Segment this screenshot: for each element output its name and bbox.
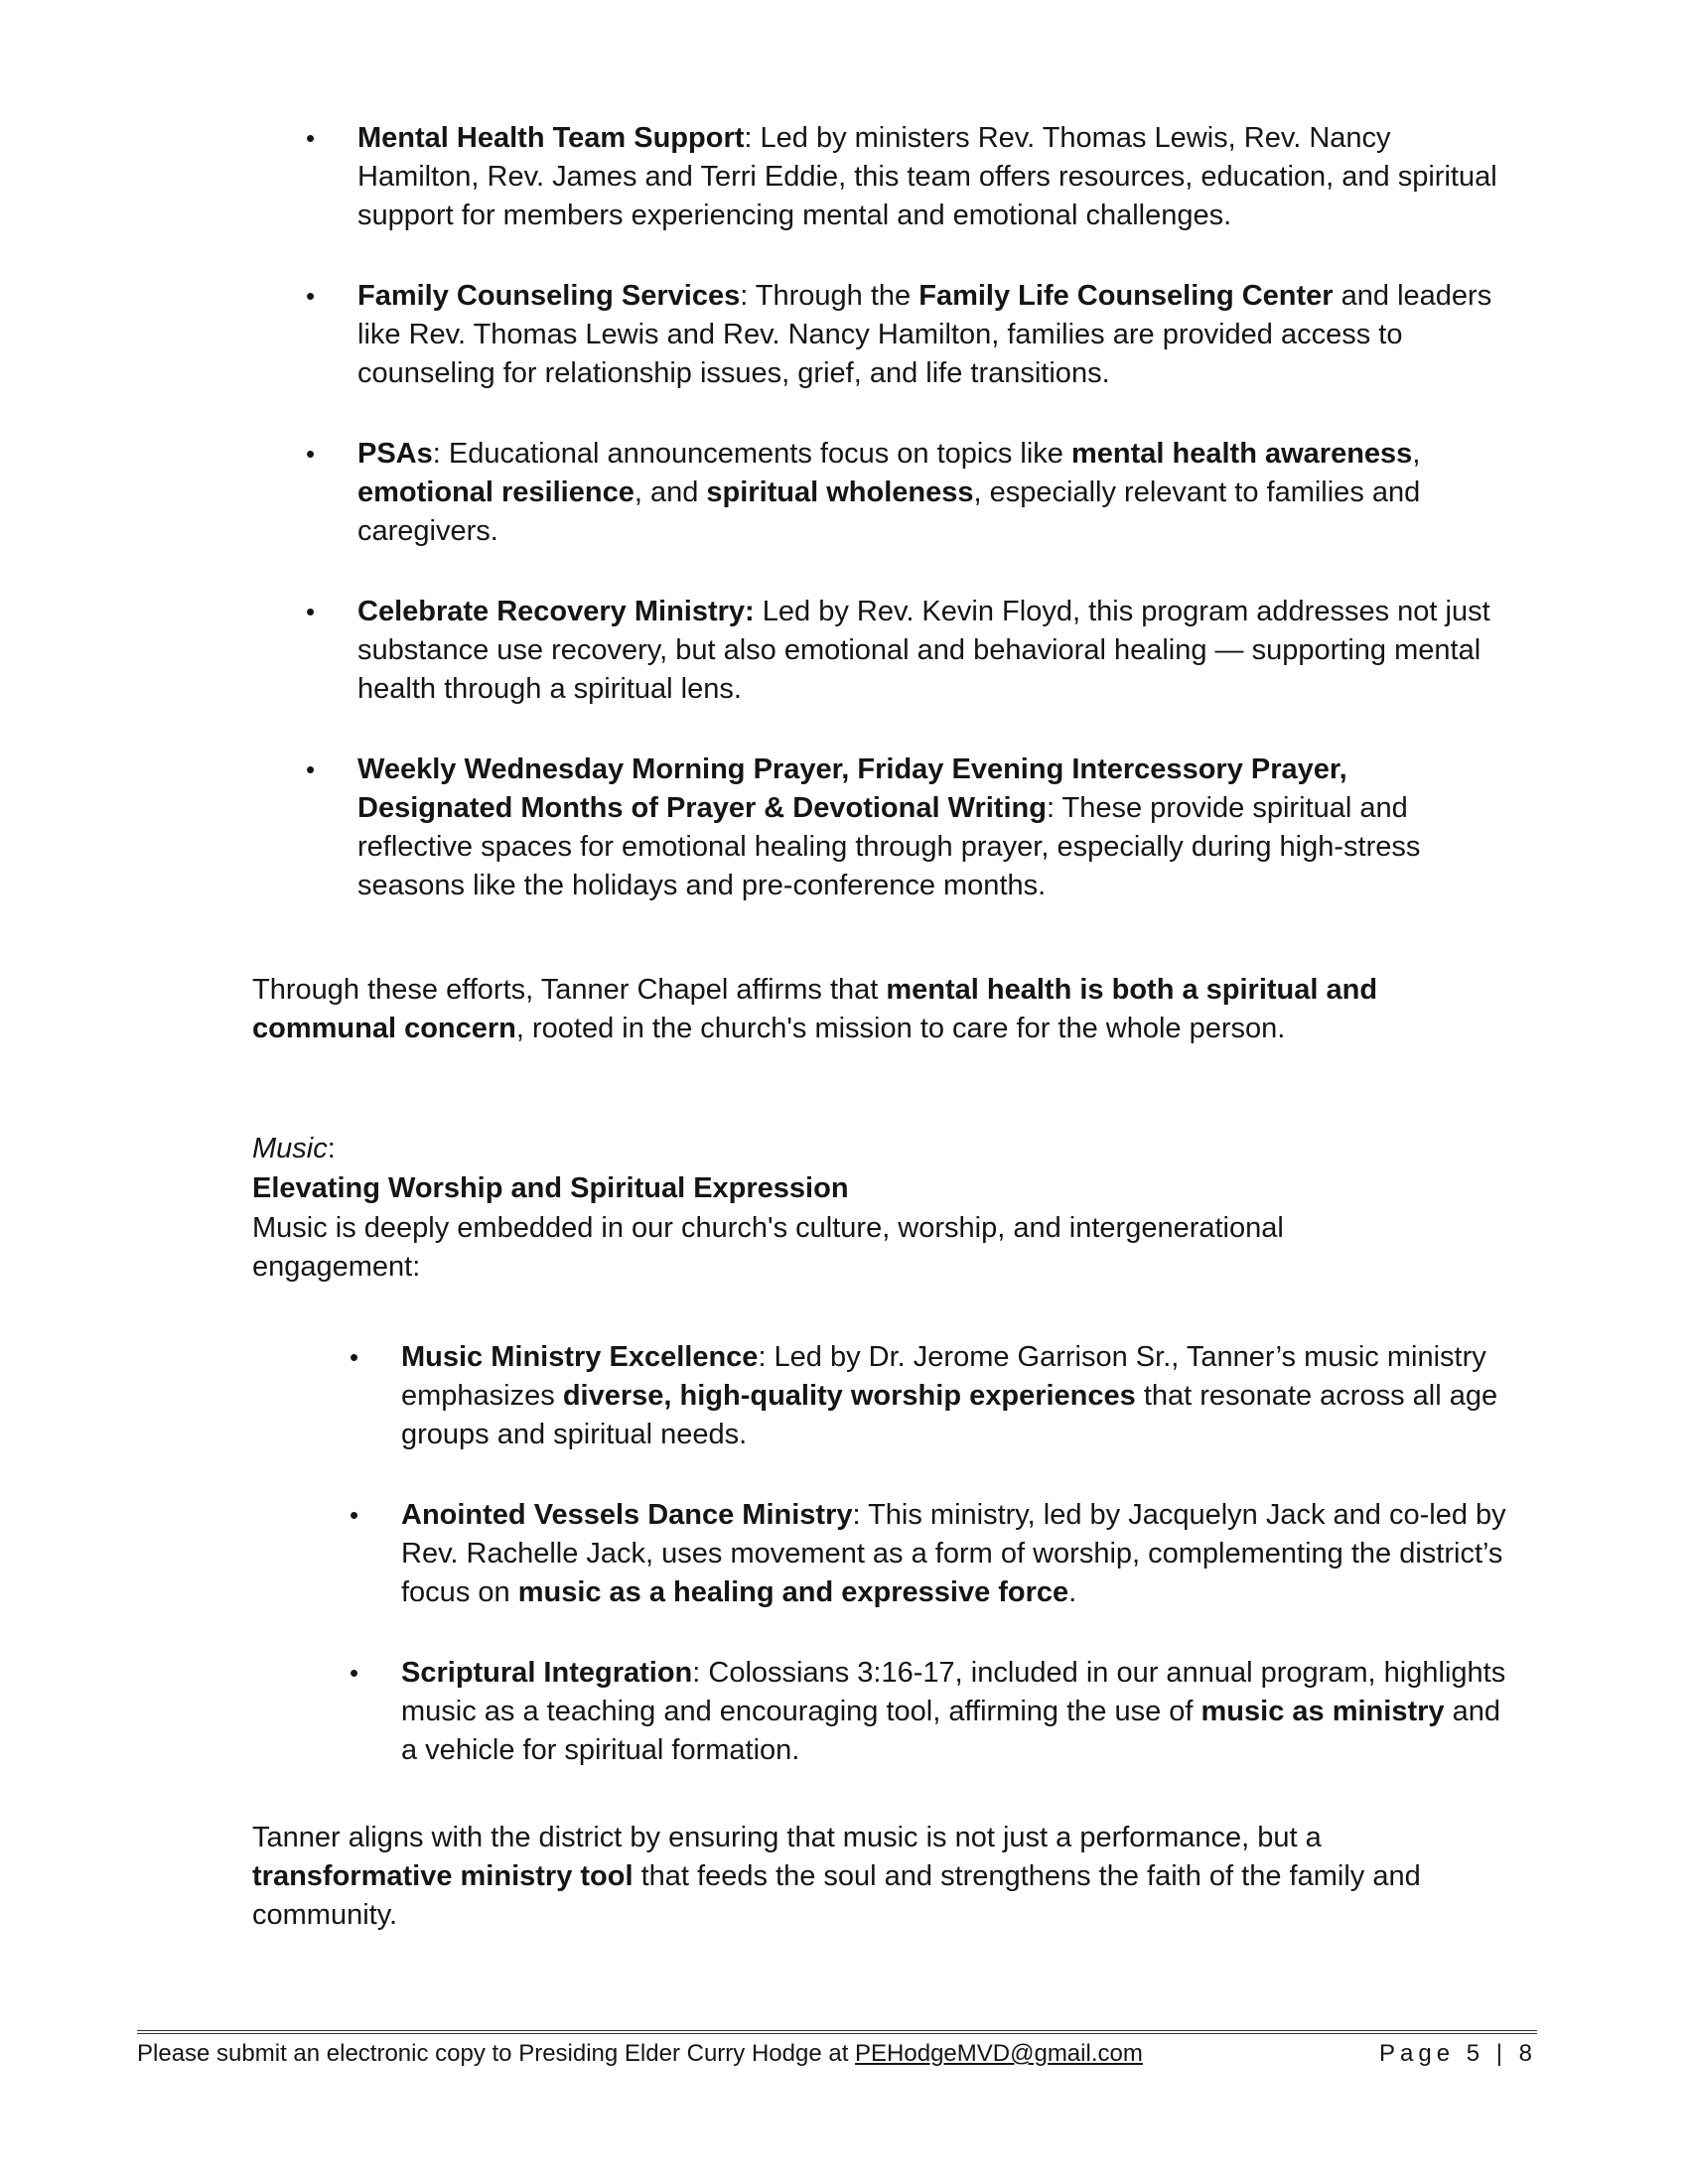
- bullet-text: and a vehicle for spiritual formation.: [401, 1696, 1500, 1766]
- bullet-title: Scriptural Integration: [401, 1657, 693, 1689]
- bullet-icon: •: [306, 754, 316, 784]
- bullet-emphasis: emotional resilience: [357, 477, 634, 508]
- bullet-text: and leaders like Rev. Thomas Lewis and Rev. Nancy Hamilton, families are provided access to counseling for relationship issues, grief, and life transitions.: [357, 280, 1492, 389]
- bullet-icon: •: [306, 597, 316, 626]
- summary-emphasis: mental health is both a spiritual and communal concern: [252, 974, 1378, 1044]
- footer-note: [137, 2037, 1143, 2071]
- bullet-emphasis: diverse, high-quality worship experiences: [562, 1380, 1136, 1412]
- bullet-text: : This ministry, led by Jacquelyn Jack and co-led by Rev. Rachelle Jack, uses movement as a form of worship, complementing the district’s focus on: [401, 1499, 1506, 1608]
- bullet-text: : Educational announcements focus on topics like: [432, 438, 1071, 470]
- summary-text: Tanner aligns with the district by ensuring that music is not just a performance, but a: [252, 1822, 1322, 1853]
- bullet-text: that resonate across all age groups and spiritual needs.: [401, 1380, 1498, 1450]
- section-label-text: Music: [252, 1133, 328, 1164]
- bullet-text: : Through the: [740, 280, 919, 312]
- bullet-text: : Led by ministers Rev. Thomas Lewis, Rev. Nancy Hamilton, Rev. James and Terri Eddie, this team offers resources, education, and spiritual support for members experiencing mental and emotional challenges.: [357, 122, 1497, 231]
- list-item: [306, 751, 1509, 905]
- summary-text: , rooted in the church's mission to care for the whole person.: [515, 1013, 1286, 1044]
- bullet-icon: •: [306, 439, 316, 469]
- list-item: [350, 1338, 1513, 1454]
- bullet-title: Weekly Wednesday Morning Prayer, Friday Evening Intercessory Prayer, Designated Months of Prayer & Devotional Writing: [357, 753, 1347, 824]
- bullet-icon: •: [350, 1342, 359, 1372]
- bullet-emphasis: music as a healing and expressive force: [517, 1576, 1069, 1608]
- bullet-text: : These provide spiritual and reflective spaces for emotional healing through prayer, especially during high-stress seasons like the holidays and pre-conference months.: [357, 792, 1421, 901]
- music-bullet-list: [350, 1338, 1513, 1812]
- bullet-icon: •: [350, 1658, 359, 1688]
- bullet-emphasis: Family Life Counseling Center: [918, 280, 1334, 312]
- summary-text: that feeds the soul and strengthens the faith of the family and community.: [252, 1860, 1421, 1931]
- page-number: Page 5 | 8: [1379, 2040, 1537, 2067]
- bullet-text: : Colossians 3:16-17, included in our annual program, highlights music as a teaching and encouraging tool, affirming the use of: [401, 1657, 1506, 1727]
- music-summary-paragraph: [252, 1819, 1483, 1935]
- summary-text: Through these efforts, Tanner Chapel affirms that: [252, 974, 887, 1006]
- bullet-title: Family Counseling Services: [357, 280, 741, 312]
- list-item: [306, 593, 1509, 709]
- bullet-icon: •: [306, 123, 316, 153]
- bullet-title: Music Ministry Excellence: [401, 1341, 759, 1373]
- footer-divider: [137, 2030, 1537, 2034]
- bullet-text: , especially relevant to families and caregivers.: [357, 477, 1421, 547]
- bullet-title: Mental Health Team Support: [357, 122, 745, 154]
- bullet-text: ,: [1412, 438, 1421, 470]
- bullet-emphasis: spiritual wholeness: [706, 477, 974, 508]
- health-summary-paragraph: [252, 971, 1513, 1048]
- bullet-title: Celebrate Recovery Ministry:: [357, 596, 755, 627]
- summary-emphasis: transformative ministry tool: [252, 1860, 634, 1892]
- list-item: [350, 1496, 1513, 1612]
- bullet-emphasis: mental health awareness: [1071, 438, 1413, 470]
- bullet-title: PSAs: [357, 438, 433, 470]
- bullet-text: : Led by Dr. Jerome Garrison Sr., Tanner’s music ministry emphasizes: [401, 1341, 1486, 1412]
- bullet-icon: •: [306, 281, 316, 311]
- bullet-title: Anointed Vessels Dance Ministry: [401, 1499, 853, 1531]
- bullet-emphasis: music as ministry: [1200, 1696, 1445, 1727]
- bullet-text: , and: [634, 477, 707, 508]
- footer-instruction: Please submit an electronic copy to Presiding Elder Curry Hodge at: [137, 2040, 856, 2067]
- bullet-text: Led by Rev. Kevin Floyd, this program addresses not just substance use recovery, but also emotional and behavioral healing — supporting mental health through a spiritual lens.: [357, 596, 1490, 705]
- section-label-music: [252, 1130, 336, 1168]
- footer-email-link[interactable]: PEHodgeMVD@gmail.com: [855, 2040, 1143, 2067]
- section-heading: Elevating Worship and Spiritual Expression: [252, 1172, 849, 1204]
- health-bullet-list: [306, 119, 1509, 947]
- list-item: [350, 1654, 1513, 1770]
- music-intro-paragraph: Music is deeply embedded in our church's culture, worship, and intergenerational engagement:: [252, 1212, 1284, 1283]
- list-item: [306, 435, 1509, 551]
- section-label-colon: :: [327, 1133, 336, 1164]
- list-item: [306, 119, 1509, 235]
- bullet-text: .: [1068, 1576, 1077, 1608]
- list-item: [306, 277, 1509, 393]
- bullet-icon: •: [350, 1500, 359, 1530]
